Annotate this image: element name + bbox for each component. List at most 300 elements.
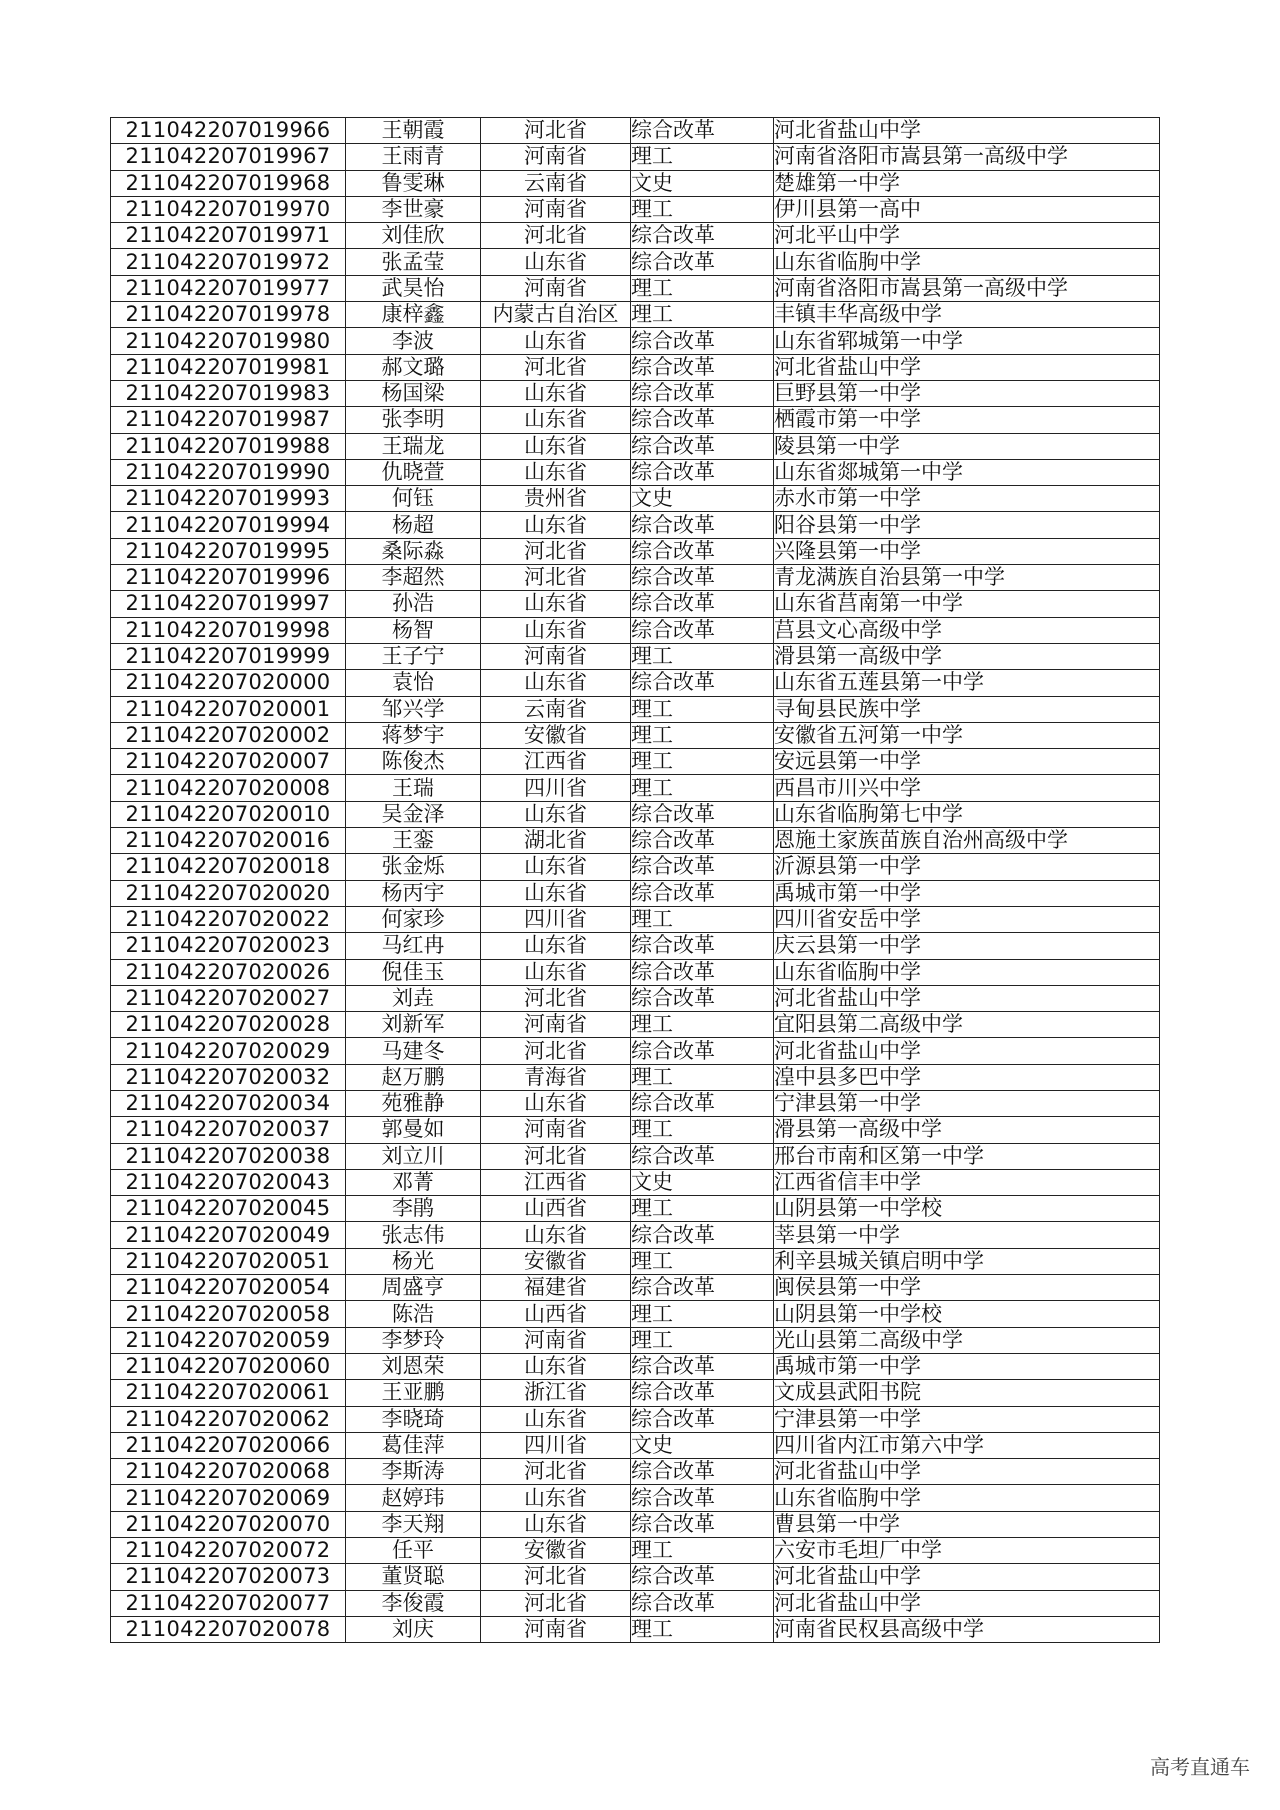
cell-province: 山东省 — [481, 407, 631, 433]
cell-name: 李鹃 — [346, 1196, 481, 1222]
table-row — [111, 1012, 1160, 1038]
cell-track: 理工 — [631, 1012, 774, 1038]
cell-province: 河北省 — [481, 1459, 631, 1485]
cell-school: 青龙满族自治县第一中学 — [774, 565, 1160, 591]
cell-track: 文史 — [631, 170, 774, 196]
cell-province: 山西省 — [481, 1301, 631, 1327]
cell-exam-id: 211042207019977 — [111, 275, 346, 301]
cell-name: 袁怡 — [346, 670, 481, 696]
cell-school: 山东省临朐第七中学 — [774, 801, 1160, 827]
cell-exam-id: 211042207019998 — [111, 617, 346, 643]
cell-province: 山东省 — [481, 512, 631, 538]
cell-track: 综合改革 — [631, 1353, 774, 1379]
cell-province: 山东省 — [481, 1090, 631, 1116]
cell-school: 光山县第二高级中学 — [774, 1327, 1160, 1353]
cell-name: 陈浩 — [346, 1301, 481, 1327]
cell-name: 何家珍 — [346, 906, 481, 932]
cell-track: 综合改革 — [631, 1380, 774, 1406]
cell-name: 杨超 — [346, 512, 481, 538]
cell-province: 河南省 — [481, 144, 631, 170]
cell-school: 安徽省五河第一中学 — [774, 722, 1160, 748]
cell-school: 伊川县第一高中 — [774, 196, 1160, 222]
cell-province: 河北省 — [481, 223, 631, 249]
table-row — [111, 170, 1160, 196]
cell-school: 邢台市南和区第一中学 — [774, 1143, 1160, 1169]
cell-school: 河北省盐山中学 — [774, 1038, 1160, 1064]
cell-track: 理工 — [631, 643, 774, 669]
cell-name: 杨国梁 — [346, 380, 481, 406]
cell-exam-id: 211042207020078 — [111, 1616, 346, 1642]
cell-name: 刘垚 — [346, 985, 481, 1011]
cell-name: 王朝霞 — [346, 118, 481, 144]
cell-exam-id: 211042207019966 — [111, 118, 346, 144]
cell-name: 倪佳玉 — [346, 959, 481, 985]
cell-track: 综合改革 — [631, 959, 774, 985]
cell-track: 理工 — [631, 749, 774, 775]
cell-school: 河北省盐山中学 — [774, 1564, 1160, 1590]
table-row — [111, 670, 1160, 696]
cell-school: 河南省洛阳市嵩县第一高级中学 — [774, 275, 1160, 301]
table-row — [111, 854, 1160, 880]
cell-school: 沂源县第一中学 — [774, 854, 1160, 880]
cell-exam-id: 211042207020043 — [111, 1169, 346, 1195]
cell-province: 河北省 — [481, 538, 631, 564]
cell-exam-id: 211042207020010 — [111, 801, 346, 827]
cell-track: 综合改革 — [631, 591, 774, 617]
cell-exam-id: 211042207020018 — [111, 854, 346, 880]
cell-name: 李梦玲 — [346, 1327, 481, 1353]
table-row — [111, 565, 1160, 591]
table-row — [111, 486, 1160, 512]
cell-name: 葛佳萍 — [346, 1432, 481, 1458]
cell-school: 河北平山中学 — [774, 223, 1160, 249]
cell-exam-id: 211042207020073 — [111, 1564, 346, 1590]
table-row — [111, 959, 1160, 985]
cell-name: 张李明 — [346, 407, 481, 433]
cell-track: 文史 — [631, 1169, 774, 1195]
table-row — [111, 1353, 1160, 1379]
cell-name: 张金烁 — [346, 854, 481, 880]
cell-province: 山东省 — [481, 380, 631, 406]
table-row — [111, 275, 1160, 301]
cell-track: 理工 — [631, 1538, 774, 1564]
cell-exam-id: 211042207020001 — [111, 696, 346, 722]
cell-province: 四川省 — [481, 906, 631, 932]
cell-exam-id: 211042207020072 — [111, 1538, 346, 1564]
table-row — [111, 1511, 1160, 1537]
cell-province: 河南省 — [481, 275, 631, 301]
cell-school: 四川省内江市第六中学 — [774, 1432, 1160, 1458]
cell-exam-id: 211042207019970 — [111, 196, 346, 222]
cell-province: 河南省 — [481, 643, 631, 669]
table-row — [111, 906, 1160, 932]
cell-school: 恩施土家族苗族自治州高级中学 — [774, 828, 1160, 854]
cell-exam-id: 211042207020058 — [111, 1301, 346, 1327]
cell-province: 江西省 — [481, 749, 631, 775]
cell-school: 陵县第一中学 — [774, 433, 1160, 459]
table-row — [111, 933, 1160, 959]
cell-track: 综合改革 — [631, 1143, 774, 1169]
cell-province: 山东省 — [481, 670, 631, 696]
cell-school: 山东省莒南第一中学 — [774, 591, 1160, 617]
cell-school: 滑县第一高级中学 — [774, 1117, 1160, 1143]
cell-school: 河南省洛阳市嵩县第一高级中学 — [774, 144, 1160, 170]
cell-name: 张孟莹 — [346, 249, 481, 275]
cell-track: 理工 — [631, 906, 774, 932]
table-row — [111, 459, 1160, 485]
cell-exam-id: 211042207020060 — [111, 1353, 346, 1379]
cell-province: 江西省 — [481, 1169, 631, 1195]
cell-name: 仇晓萱 — [346, 459, 481, 485]
table-row — [111, 1248, 1160, 1274]
table-row — [111, 1038, 1160, 1064]
cell-school: 丰镇丰华高级中学 — [774, 302, 1160, 328]
cell-name: 董贤聪 — [346, 1564, 481, 1590]
cell-name: 桑际淼 — [346, 538, 481, 564]
cell-school: 山东省郓城第一中学 — [774, 328, 1160, 354]
cell-exam-id: 211042207020000 — [111, 670, 346, 696]
table-row — [111, 828, 1160, 854]
cell-exam-id: 211042207019993 — [111, 486, 346, 512]
table-row — [111, 433, 1160, 459]
cell-name: 王瑞龙 — [346, 433, 481, 459]
table-row — [111, 1590, 1160, 1616]
cell-name: 苑雅静 — [346, 1090, 481, 1116]
table-row — [111, 144, 1160, 170]
cell-exam-id: 211042207020045 — [111, 1196, 346, 1222]
table-row — [111, 1538, 1160, 1564]
cell-school: 山东省临朐中学 — [774, 249, 1160, 275]
table-row — [111, 1275, 1160, 1301]
cell-name: 张志伟 — [346, 1222, 481, 1248]
table-row — [111, 749, 1160, 775]
cell-exam-id: 211042207020029 — [111, 1038, 346, 1064]
cell-track: 综合改革 — [631, 538, 774, 564]
cell-school: 江西省信丰中学 — [774, 1169, 1160, 1195]
cell-exam-id: 211042207019990 — [111, 459, 346, 485]
cell-school: 安远县第一中学 — [774, 749, 1160, 775]
cell-school: 山阴县第一中学校 — [774, 1301, 1160, 1327]
table-row — [111, 591, 1160, 617]
cell-exam-id: 211042207019980 — [111, 328, 346, 354]
student-roster-table — [110, 117, 1160, 1643]
cell-exam-id: 211042207020027 — [111, 985, 346, 1011]
cell-province: 河北省 — [481, 985, 631, 1011]
cell-name: 马红冉 — [346, 933, 481, 959]
cell-track: 综合改革 — [631, 433, 774, 459]
cell-name: 武昊怡 — [346, 275, 481, 301]
table-row — [111, 354, 1160, 380]
table-row — [111, 1064, 1160, 1090]
table-row — [111, 223, 1160, 249]
cell-province: 山东省 — [481, 433, 631, 459]
cell-track: 综合改革 — [631, 801, 774, 827]
cell-track: 综合改革 — [631, 565, 774, 591]
cell-province: 安徽省 — [481, 1538, 631, 1564]
table-row — [111, 1485, 1160, 1511]
cell-exam-id: 211042207019983 — [111, 380, 346, 406]
cell-track: 综合改革 — [631, 1406, 774, 1432]
cell-exam-id: 211042207019968 — [111, 170, 346, 196]
table-row — [111, 380, 1160, 406]
cell-province: 山东省 — [481, 459, 631, 485]
cell-province: 福建省 — [481, 1275, 631, 1301]
cell-province: 河南省 — [481, 1012, 631, 1038]
table-row — [111, 118, 1160, 144]
cell-track: 理工 — [631, 1196, 774, 1222]
cell-exam-id: 211042207020002 — [111, 722, 346, 748]
cell-track: 理工 — [631, 1301, 774, 1327]
cell-name: 何钰 — [346, 486, 481, 512]
cell-name: 王銮 — [346, 828, 481, 854]
cell-school: 栖霞市第一中学 — [774, 407, 1160, 433]
cell-track: 综合改革 — [631, 933, 774, 959]
table-row — [111, 302, 1160, 328]
cell-school: 莘县第一中学 — [774, 1222, 1160, 1248]
cell-exam-id: 211042207019967 — [111, 144, 346, 170]
table-row — [111, 643, 1160, 669]
cell-school: 庆云县第一中学 — [774, 933, 1160, 959]
cell-track: 理工 — [631, 275, 774, 301]
cell-track: 综合改革 — [631, 1459, 774, 1485]
cell-province: 河北省 — [481, 565, 631, 591]
cell-school: 河南省民权县高级中学 — [774, 1616, 1160, 1642]
cell-province: 山东省 — [481, 1511, 631, 1537]
cell-province: 河北省 — [481, 1590, 631, 1616]
cell-province: 湖北省 — [481, 828, 631, 854]
cell-track: 综合改革 — [631, 118, 774, 144]
cell-province: 云南省 — [481, 170, 631, 196]
table-row — [111, 1432, 1160, 1458]
table-row — [111, 1196, 1160, 1222]
cell-exam-id: 211042207020020 — [111, 880, 346, 906]
cell-name: 赵婷玮 — [346, 1485, 481, 1511]
cell-province: 山东省 — [481, 880, 631, 906]
cell-name: 赵万鹏 — [346, 1064, 481, 1090]
cell-exam-id: 211042207020070 — [111, 1511, 346, 1537]
cell-exam-id: 211042207020034 — [111, 1090, 346, 1116]
cell-school: 利辛县城关镇启明中学 — [774, 1248, 1160, 1274]
cell-name: 李斯涛 — [346, 1459, 481, 1485]
cell-province: 山东省 — [481, 801, 631, 827]
cell-name: 郭曼如 — [346, 1117, 481, 1143]
cell-name: 鲁雯琳 — [346, 170, 481, 196]
cell-track: 综合改革 — [631, 854, 774, 880]
cell-exam-id: 211042207020023 — [111, 933, 346, 959]
cell-school: 湟中县多巴中学 — [774, 1064, 1160, 1090]
table-row — [111, 880, 1160, 906]
cell-exam-id: 211042207019994 — [111, 512, 346, 538]
cell-name: 蒋梦宇 — [346, 722, 481, 748]
cell-name: 康梓鑫 — [346, 302, 481, 328]
table-row — [111, 1143, 1160, 1169]
cell-province: 山东省 — [481, 854, 631, 880]
cell-province: 山东省 — [481, 249, 631, 275]
cell-province: 山东省 — [481, 617, 631, 643]
cell-province: 安徽省 — [481, 1248, 631, 1274]
cell-track: 综合改革 — [631, 223, 774, 249]
cell-province: 河南省 — [481, 1327, 631, 1353]
cell-name: 李世豪 — [346, 196, 481, 222]
cell-name: 王瑞 — [346, 775, 481, 801]
cell-exam-id: 211042207020062 — [111, 1406, 346, 1432]
cell-school: 宁津县第一中学 — [774, 1090, 1160, 1116]
cell-school: 河北省盐山中学 — [774, 118, 1160, 144]
cell-name: 刘立川 — [346, 1143, 481, 1169]
cell-school: 山东省临朐中学 — [774, 1485, 1160, 1511]
cell-exam-id: 211042207020068 — [111, 1459, 346, 1485]
cell-name: 马建冬 — [346, 1038, 481, 1064]
cell-name: 刘新军 — [346, 1012, 481, 1038]
cell-exam-id: 211042207020051 — [111, 1248, 346, 1274]
cell-school: 河北省盐山中学 — [774, 1459, 1160, 1485]
cell-province: 河北省 — [481, 118, 631, 144]
cell-school: 山东省郯城第一中学 — [774, 459, 1160, 485]
table-row — [111, 775, 1160, 801]
table-row — [111, 617, 1160, 643]
cell-province: 安徽省 — [481, 722, 631, 748]
table-row — [111, 1380, 1160, 1406]
table-row — [111, 538, 1160, 564]
cell-exam-id: 211042207019999 — [111, 643, 346, 669]
table-row — [111, 1406, 1160, 1432]
cell-province: 青海省 — [481, 1064, 631, 1090]
cell-name: 刘庆 — [346, 1616, 481, 1642]
cell-school: 河北省盐山中学 — [774, 985, 1160, 1011]
table-row — [111, 1327, 1160, 1353]
cell-track: 综合改革 — [631, 407, 774, 433]
cell-exam-id: 211042207020026 — [111, 959, 346, 985]
cell-province: 山东省 — [481, 1485, 631, 1511]
cell-name: 李晓琦 — [346, 1406, 481, 1432]
table-row — [111, 722, 1160, 748]
cell-exam-id: 211042207020022 — [111, 906, 346, 932]
cell-track: 综合改革 — [631, 512, 774, 538]
cell-exam-id: 211042207019997 — [111, 591, 346, 617]
cell-school: 西昌市川兴中学 — [774, 775, 1160, 801]
cell-track: 理工 — [631, 302, 774, 328]
cell-name: 吴金泽 — [346, 801, 481, 827]
cell-exam-id: 211042207020028 — [111, 1012, 346, 1038]
cell-track: 综合改革 — [631, 828, 774, 854]
cell-province: 河南省 — [481, 196, 631, 222]
cell-name: 刘佳欣 — [346, 223, 481, 249]
cell-exam-id: 211042207019978 — [111, 302, 346, 328]
cell-province: 浙江省 — [481, 1380, 631, 1406]
table-row — [111, 1117, 1160, 1143]
cell-exam-id: 211042207020016 — [111, 828, 346, 854]
cell-track: 理工 — [631, 1616, 774, 1642]
table-row — [111, 1616, 1160, 1642]
cell-exam-id: 211042207020054 — [111, 1275, 346, 1301]
cell-exam-id: 211042207020038 — [111, 1143, 346, 1169]
cell-track: 综合改革 — [631, 1590, 774, 1616]
cell-province: 内蒙古自治区 — [481, 302, 631, 328]
table-row — [111, 196, 1160, 222]
cell-school: 禹城市第一中学 — [774, 880, 1160, 906]
cell-exam-id: 211042207020059 — [111, 1327, 346, 1353]
cell-exam-id: 211042207020069 — [111, 1485, 346, 1511]
cell-track: 综合改革 — [631, 328, 774, 354]
cell-province: 河北省 — [481, 1038, 631, 1064]
cell-track: 理工 — [631, 1117, 774, 1143]
cell-school: 河北省盐山中学 — [774, 354, 1160, 380]
cell-name: 邹兴学 — [346, 696, 481, 722]
cell-school: 莒县文心高级中学 — [774, 617, 1160, 643]
cell-province: 四川省 — [481, 775, 631, 801]
cell-name: 杨智 — [346, 617, 481, 643]
cell-track: 综合改革 — [631, 354, 774, 380]
table-row — [111, 407, 1160, 433]
cell-province: 山东省 — [481, 933, 631, 959]
cell-school: 宜阳县第二高级中学 — [774, 1012, 1160, 1038]
cell-exam-id: 211042207020007 — [111, 749, 346, 775]
roster-body — [111, 118, 1160, 1643]
cell-school: 宁津县第一中学 — [774, 1406, 1160, 1432]
cell-school: 寻甸县民族中学 — [774, 696, 1160, 722]
table-row — [111, 249, 1160, 275]
table-row — [111, 1222, 1160, 1248]
cell-exam-id: 211042207020049 — [111, 1222, 346, 1248]
cell-name: 陈俊杰 — [346, 749, 481, 775]
table-row — [111, 1301, 1160, 1327]
cell-track: 理工 — [631, 144, 774, 170]
cell-track: 综合改革 — [631, 670, 774, 696]
cell-exam-id: 211042207019971 — [111, 223, 346, 249]
cell-province: 贵州省 — [481, 486, 631, 512]
cell-exam-id: 211042207020077 — [111, 1590, 346, 1616]
cell-province: 云南省 — [481, 696, 631, 722]
cell-school: 闽侯县第一中学 — [774, 1275, 1160, 1301]
cell-name: 任平 — [346, 1538, 481, 1564]
cell-name: 王子宁 — [346, 643, 481, 669]
cell-track: 理工 — [631, 196, 774, 222]
cell-school: 巨野县第一中学 — [774, 380, 1160, 406]
cell-name: 王雨青 — [346, 144, 481, 170]
cell-track: 综合改革 — [631, 1222, 774, 1248]
cell-name: 李俊霞 — [346, 1590, 481, 1616]
cell-province: 山西省 — [481, 1196, 631, 1222]
cell-exam-id: 211042207020037 — [111, 1117, 346, 1143]
cell-name: 郝文璐 — [346, 354, 481, 380]
cell-track: 理工 — [631, 1248, 774, 1274]
cell-track: 综合改革 — [631, 985, 774, 1011]
cell-school: 河北省盐山中学 — [774, 1590, 1160, 1616]
cell-exam-id: 211042207019987 — [111, 407, 346, 433]
cell-exam-id: 211042207020061 — [111, 1380, 346, 1406]
table-row — [111, 1564, 1160, 1590]
cell-school: 文成县武阳书院 — [774, 1380, 1160, 1406]
cell-name: 李超然 — [346, 565, 481, 591]
cell-school: 赤水市第一中学 — [774, 486, 1160, 512]
table-row — [111, 801, 1160, 827]
cell-province: 河北省 — [481, 1143, 631, 1169]
cell-school: 曹县第一中学 — [774, 1511, 1160, 1537]
cell-track: 综合改革 — [631, 1038, 774, 1064]
cell-track: 综合改革 — [631, 1275, 774, 1301]
cell-school: 阳谷县第一中学 — [774, 512, 1160, 538]
cell-province: 山东省 — [481, 1353, 631, 1379]
cell-province: 山东省 — [481, 1222, 631, 1248]
cell-track: 理工 — [631, 1327, 774, 1353]
cell-province: 四川省 — [481, 1432, 631, 1458]
cell-province: 山东省 — [481, 1406, 631, 1432]
cell-school: 六安市毛坦厂中学 — [774, 1538, 1160, 1564]
cell-school: 山东省五莲县第一中学 — [774, 670, 1160, 696]
cell-exam-id: 211042207020008 — [111, 775, 346, 801]
cell-track: 理工 — [631, 1064, 774, 1090]
table-row — [111, 512, 1160, 538]
